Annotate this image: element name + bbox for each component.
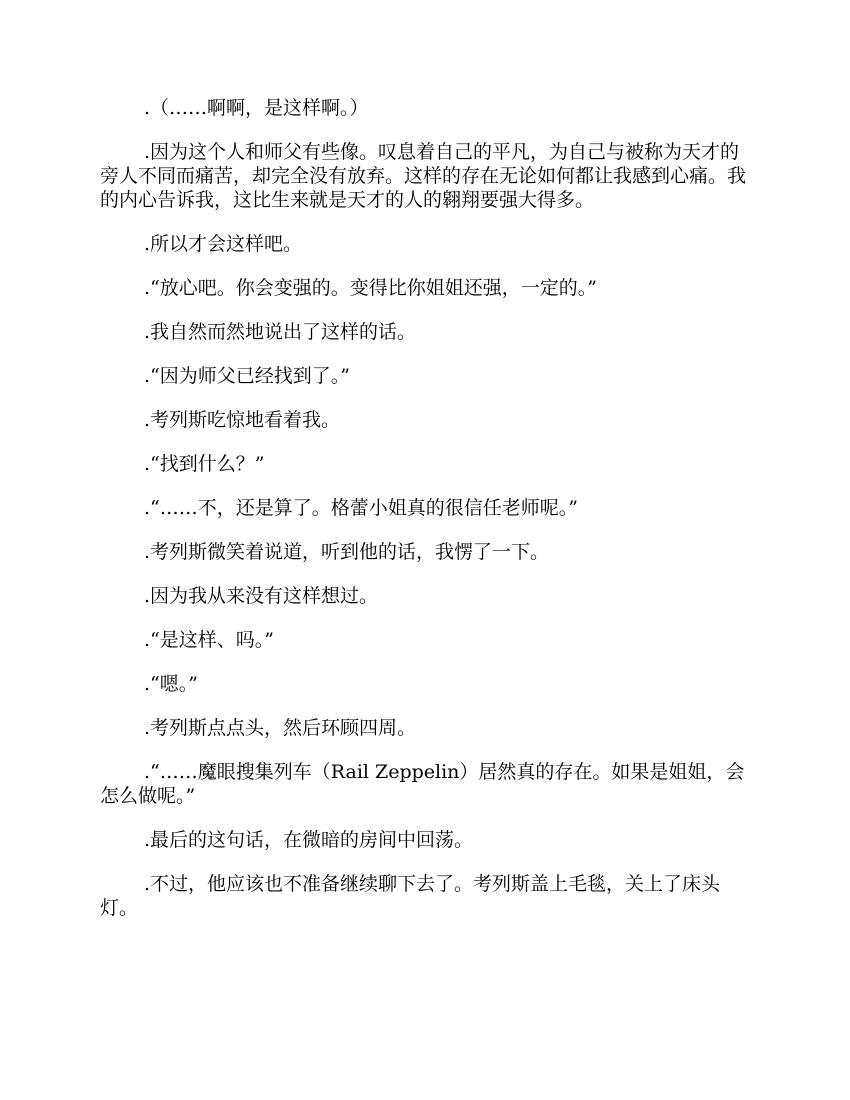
paragraph-17: .不过，他应该也不准备继续聊下去了。考列斯盖上毛毯，关上了床头灯。 bbox=[100, 873, 721, 919]
paragraph-14: .考列斯点点头，然后环顾四周。 bbox=[144, 717, 417, 739]
paragraph-12: .“是这样、吗。” bbox=[144, 629, 274, 651]
paragraph-13: .“嗯。” bbox=[144, 673, 198, 695]
paragraph-9: .“……不，还是算了。格蕾小姐真的很信任老师呢。” bbox=[144, 497, 578, 519]
paragraph-15: .“……魔眼搜集列车（Rail Zeppelin）居然真的存在。如果是姐姐，会怎么做呢。” bbox=[100, 761, 745, 807]
paragraph-8: .“找到什么？” bbox=[144, 453, 265, 475]
paragraph-3: .所以才会这样吧。 bbox=[144, 233, 303, 255]
paragraph-11: .因为我从来没有这样想过。 bbox=[144, 585, 379, 607]
document-page bbox=[100, 96, 750, 940]
paragraph-2: .因为这个人和师父有些像。叹息着自己的平凡，为自己与被称为天才的旁人不同而痛苦，却完全没有放弃。这样的存在无论如何都让我感到心痛。我的内心告诉我，这比生来就是天才的人的翱翔要强大得多。 bbox=[100, 141, 747, 211]
paragraph-5: .我自然而然地说出了这样的话。 bbox=[144, 321, 417, 343]
paragraph-4: .“放心吧。你会变强的。变得比你姐姐还强，一定的。” bbox=[144, 277, 597, 299]
paragraph-1: .（……啊啊，是这样啊。） bbox=[144, 97, 369, 119]
paragraph-7: .考列斯吃惊地看着我。 bbox=[144, 409, 341, 431]
paragraph-16: .最后的这句话，在微暗的房间中回荡。 bbox=[144, 829, 474, 851]
paragraph-6: .“因为师父已经找到了。” bbox=[144, 365, 350, 387]
paragraph-10: .考列斯微笑着说道，听到他的话，我愣了一下。 bbox=[144, 541, 550, 563]
